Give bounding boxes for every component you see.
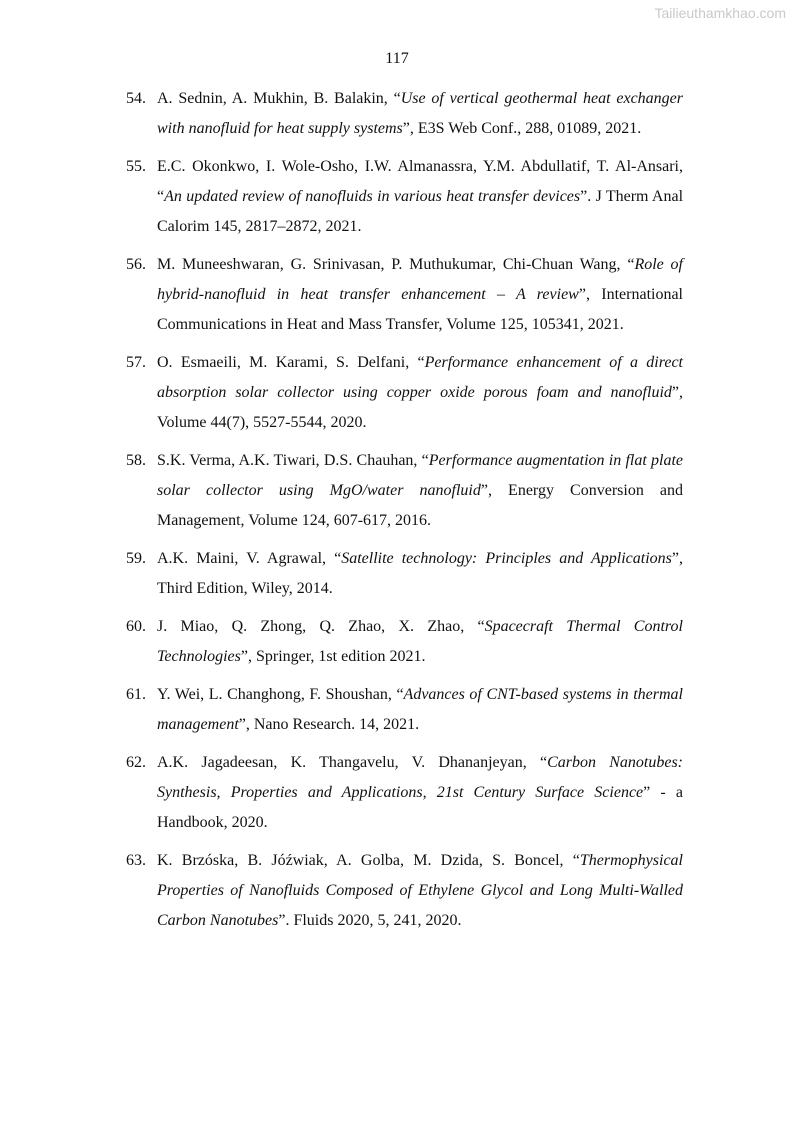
reference-number: 57.	[126, 354, 146, 371]
reference-title: Role of hybrid-nanofluid in heat transfer enhancement – A review	[157, 256, 683, 303]
reference-authors: A.K. Jagadeesan, K. Thangavelu, V. Dhananjeyan, “	[157, 754, 548, 771]
reference-number: 61.	[126, 686, 146, 703]
reference-authors: Y. Wei, L. Changhong, F. Shoushan, “	[157, 686, 404, 703]
reference-details: ”, Nano Research. 14, 2021.	[238, 716, 420, 733]
reference-item	[126, 152, 683, 242]
reference-item	[126, 680, 683, 740]
reference-item	[126, 446, 683, 536]
watermark: Tailieuthamkhao.com	[654, 5, 786, 21]
reference-list	[126, 84, 683, 944]
reference-number: 54.	[126, 90, 146, 107]
reference-authors: J. Miao, Q. Zhong, Q. Zhao, X. Zhao, “	[157, 618, 485, 635]
reference-details: ”. Fluids 2020, 5, 241, 2020.	[278, 912, 462, 929]
reference-details: ”. J Therm Anal Calorim 145, 2817–2872, 2021.	[157, 188, 684, 235]
reference-authors: M. Muneeshwaran, G. Srinivasan, P. Muthukumar, Chi-Chuan Wang, “	[157, 256, 635, 273]
page-number: 117	[385, 50, 409, 67]
reference-details: ”, Springer, 1st edition 2021.	[240, 648, 426, 665]
reference-authors: A.K. Maini, V. Agrawal, “	[157, 550, 342, 567]
reference-item	[126, 612, 683, 672]
reference-details: ”, Volume 44(7), 5527-5544, 2020.	[157, 384, 683, 431]
reference-number: 59.	[126, 550, 146, 567]
reference-title: Performance enhancement of a direct absorption solar collector using copper oxide porous foam and nanofluid	[157, 354, 684, 401]
reference-title: Thermophysical Properties of Nanofluids Composed of Ethylene Glycol and Long Multi-Walled Carbon Nanotubes	[157, 852, 683, 929]
reference-item	[126, 846, 683, 936]
reference-number: 62.	[126, 754, 146, 771]
reference-authors: E.C. Okonkwo, I. Wole-Osho, I.W. Almanassra, Y.M. Abdullatif, T. Al-Ansari, “	[157, 158, 683, 205]
reference-authors: S.K. Verma, A.K. Tiwari, D.S. Chauhan, “	[157, 452, 429, 469]
reference-number: 56.	[126, 256, 146, 273]
reference-number: 55.	[126, 158, 146, 175]
reference-details: ”, Third Edition, Wiley, 2014.	[157, 550, 683, 597]
reference-details: ”, Energy Conversion and Management, Volume 124, 607-617, 2016.	[157, 482, 684, 529]
reference-item	[126, 348, 683, 438]
reference-number: 60.	[126, 618, 146, 635]
reference-details: ”, International Communications in Heat and Mass Transfer, Volume 125, 105341, 2021.	[157, 286, 684, 333]
reference-authors: K. Brzóska, B. Jóźwiak, A. Golba, M. Dzida, S. Boncel, “	[157, 852, 580, 869]
reference-details: ” - a Handbook, 2020.	[157, 784, 684, 831]
reference-details: ”, E3S Web Conf., 288, 01089, 2021.	[402, 120, 642, 137]
reference-title: Spacecraft Thermal Control Technologies	[157, 618, 683, 665]
reference-number: 63.	[126, 852, 146, 869]
reference-title: An updated review of nanofluids in various heat transfer devices	[164, 188, 581, 205]
reference-item	[126, 250, 683, 340]
reference-title: Performance augmentation in flat plate solar collector using MgO/water nanofluid	[157, 452, 684, 499]
reference-title: Advances of CNT-based systems in thermal management	[157, 686, 684, 733]
reference-title: Satellite technology: Principles and Applications	[341, 550, 672, 567]
reference-item	[126, 748, 683, 838]
reference-number: 58.	[126, 452, 146, 469]
reference-authors: O. Esmaeili, M. Karami, S. Delfani, “	[157, 354, 425, 371]
reference-title: Use of vertical geothermal heat exchanger with nanofluid for heat supply systems	[157, 90, 683, 137]
reference-authors: A. Sednin, A. Mukhin, B. Balakin, “	[157, 90, 401, 107]
reference-item	[126, 544, 683, 604]
reference-item	[126, 84, 683, 144]
reference-title: Carbon Nanotubes: Synthesis, Properties and Applications, 21st Century Surface Science	[157, 754, 683, 801]
